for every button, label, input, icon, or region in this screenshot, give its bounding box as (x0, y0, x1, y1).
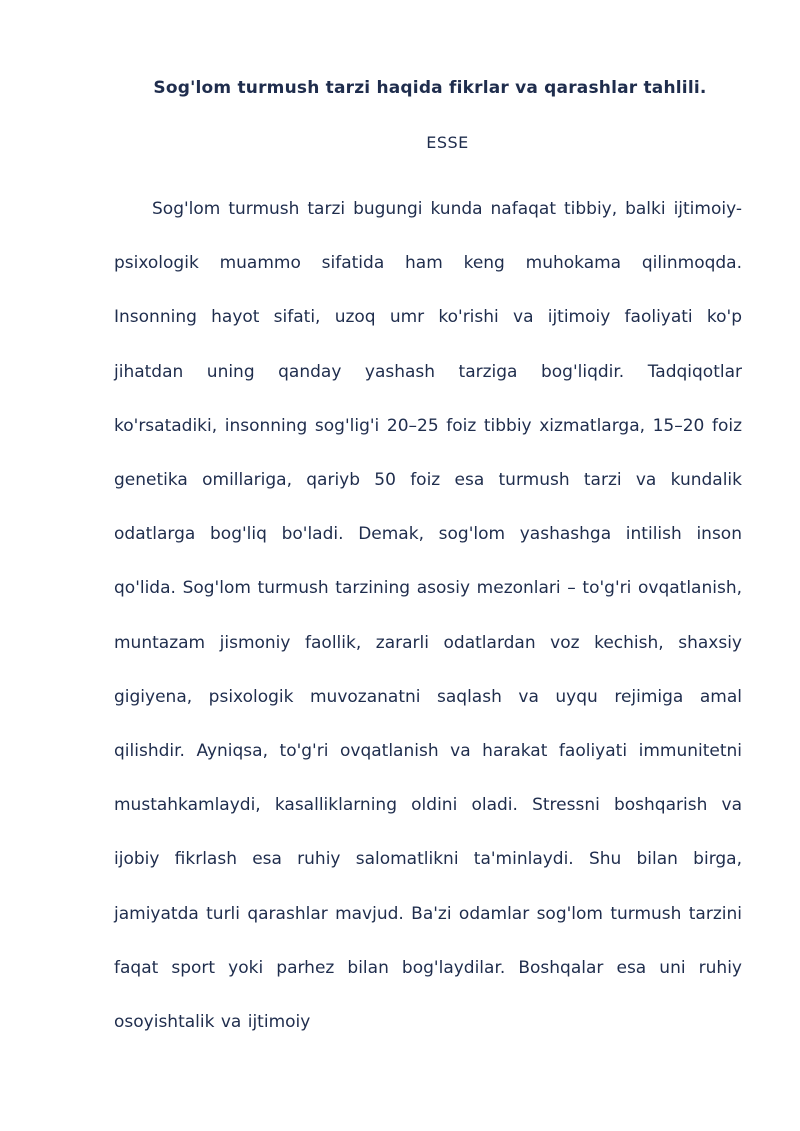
document-subtitle: ESSE (426, 133, 469, 152)
essay-paragraph: Sog'lom turmush tarzi bugungi kunda nafaqat tibbiy, balki ijtimoiy-psixologik muammo sifatida ham keng muhokama qilinmoqda. Insonning hayot sifati, uzoq umr ko'rishi va ijtimoiy faoliyati ko'p jihatdan uning qanday yashash tarziga bog'liqdir. Tadqiqotlar ko'rsatadiki, insonning sog'lig'i 20–25 foiz tibbiy xizmatlarga, 15–20 foiz genetika omillariga, qariyb 50 foiz esa turmush tarzi va kundalik odatlarga bog'liq bo'ladi. Demak, sog'lom yashashga intilish inson qo'lida. Sog'lom turmush tarzining asosiy mezonlari – to'g'ri ovqatlanish, muntazam jismoniy faollik, zararli odatlardan voz kechish, shaxsiy gigiyena, psixologik muvozanatni saqlash va uyqu rejimiga amal qilishdir. Ayniqsa, to'g'ri ovqatlanish va harakat faoliyati immunitetni mustahkamlaydi, kasalliklarning oldini oladi. Stressni boshqarish va ijobiy fikrlash esa ruhiy salomatlikni ta'minlaydi. Shu bilan birga, jamiyatda turli qarashlar mavjud. Ba'zi odamlar sog'lom turmush tarzini faqat sport yoki parhez bilan bog'laydilar. Boshqalar esa uni ruhiy osoyishtalik va ijtimoiy (114, 199, 742, 1033)
document-title: Sog'lom turmush tarzi haqida fikrlar va qarashlar tahlili. (153, 78, 707, 98)
